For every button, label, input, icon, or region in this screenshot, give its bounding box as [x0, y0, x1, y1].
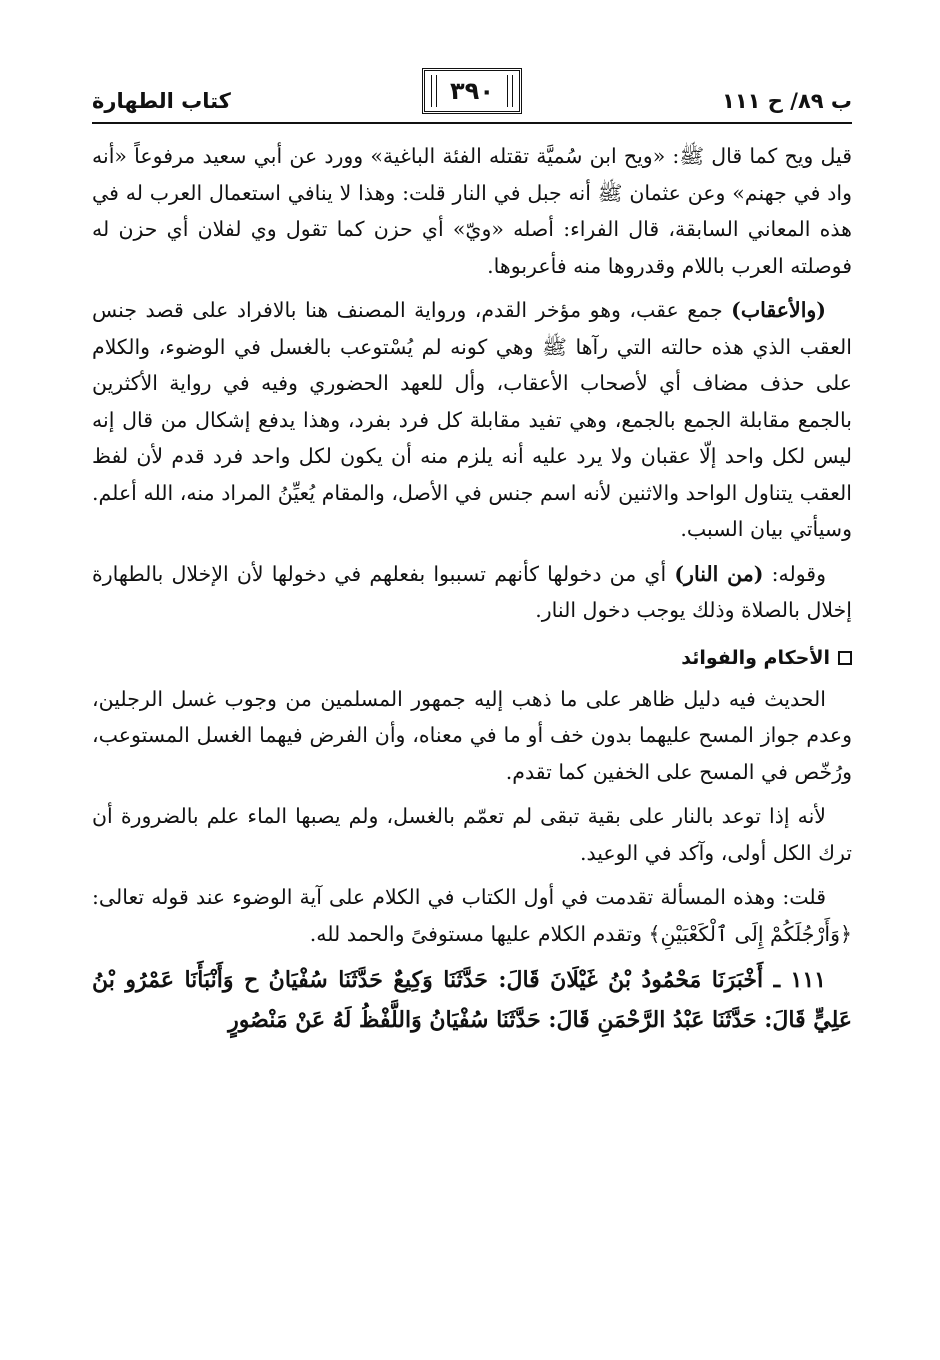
square-bullet-icon	[838, 651, 852, 665]
section-heading	[92, 641, 852, 675]
page-header	[92, 60, 852, 124]
paragraph-min-alnar-text: أي من دخولها كأنهم تسببوا بفعلهم في دخولها لأن الإخلال بالطهارة إخلال بالصلاة وذلك يوجب دخول النار.	[92, 561, 852, 622]
paragraph-aqab-text: جمع عقب، وهو مؤخر القدم، ورواية المصنف هنا بالافراد على قصد جنس العقب الذي هذه حالته التي رآها ﷺ وهي كونه لم يُسْتوعب بالغسل في الوضوء، والكلام على حذف مضاف أي لأصحاب الأعقاب، وأل للعهد الحضوري وفيه في رواية الأكثرين بالجمع مقابلة الجمع بالجمع، وهي تفيد مقابلة كل فرد بفرد، وهذا يدفع إشكال من قال إنه ليس لكل واحد إلّا عقبان ولا يرد عليه أنه يلزم منه أن يكون لكل واحد فرد قدم لأن لفظ العقب يتناول الواحد والاثنين لأنه اسم جنس في الأصل، والمقام يُعيِّنُ المراد منه، الله أعلم. وسيأتي بيان السبب.	[92, 298, 852, 541]
book-title: كتاب الطهارة	[92, 89, 231, 113]
book-page	[92, 60, 852, 1320]
page-number-frame	[422, 68, 522, 114]
hadith-text: ١١١ ـ أَخْبَرَنَا مَحْمُودُ بْنُ غَيْلَانَ قَالَ: حَدَّثَنَا وَكِيعٌ حَدَّثَنَا سُفْيَانُ ح وَأَنْبَأَنَا عَمْرُو بْنُ عَلِيٍّ قَالَ: حَدَّثَنَا عَبْدُ الرَّحْمَنِ قَالَ: حَدَّثَنَا سُفْيَانُ وَاللَّفْظُ لَهُ عَنْ مَنْصُورٍ	[92, 967, 852, 1033]
paragraph-wayh: قيل ويح كما قال ﷺ: «ويح ابن سُميَّة تقتله الفئة الباغية» وورد عن أبي سعيد مرفوعاً «أنه واد في جهنم» وعن عثمان ﷺ أنه جبل في النار قلت: وهذا لا ينافي استعمال العرب له في هذه المعاني السابقة، قال الفراء: أصله «ويّ» أي حزن كما تقول وي لفلان أي حزن له فوصلته العرب باللام وقدروها منه فأعربوها.	[92, 144, 852, 278]
page-body	[92, 138, 852, 1040]
paragraph-min-alnar-prefix: وقوله:	[763, 561, 827, 586]
paragraph-aqab	[92, 292, 852, 548]
page-number: ٣٩٠	[450, 77, 494, 105]
term-min-alnar: (من النار)	[674, 561, 764, 586]
term-aqab: (والأعقاب)	[731, 298, 826, 322]
paragraph-min-alnar	[92, 556, 852, 629]
section-title: الأحكام والفوائد	[681, 646, 830, 669]
paragraph-note: قلت: وهذه المسألة تقدمت في أول الكتاب في الكلام على آية الوضوء عند قوله تعالى: ﴿وَأَرْجُلَكُمْ إِلَى ٱلْكَعْبَيْنِ﴾ وتقدم الكلام عليها مستوفىً والحمد لله.	[92, 885, 852, 946]
chapter-reference: ب ٨٩/ ح ١١١	[722, 89, 852, 113]
paragraph-hadith-evidence: الحديث فيه دليل ظاهر على ما ذهب إليه جمهور المسلمين من وجوب غسل الرجلين، وعدم جواز المسح عليهما بدون خف أو ما في معناه، وأن الفرض فيهما الغسل المستوعب، ورُخّص في المسح على الخفين كما تقدم.	[92, 686, 852, 784]
paragraph-threat: لأنه إذا توعد بالنار على بقية تبقى لم تعمّم بالغسل، ولم يصبها الماء علم بالضرورة أن ترك الكل أولى، وآكد في الوعيد.	[92, 804, 852, 865]
